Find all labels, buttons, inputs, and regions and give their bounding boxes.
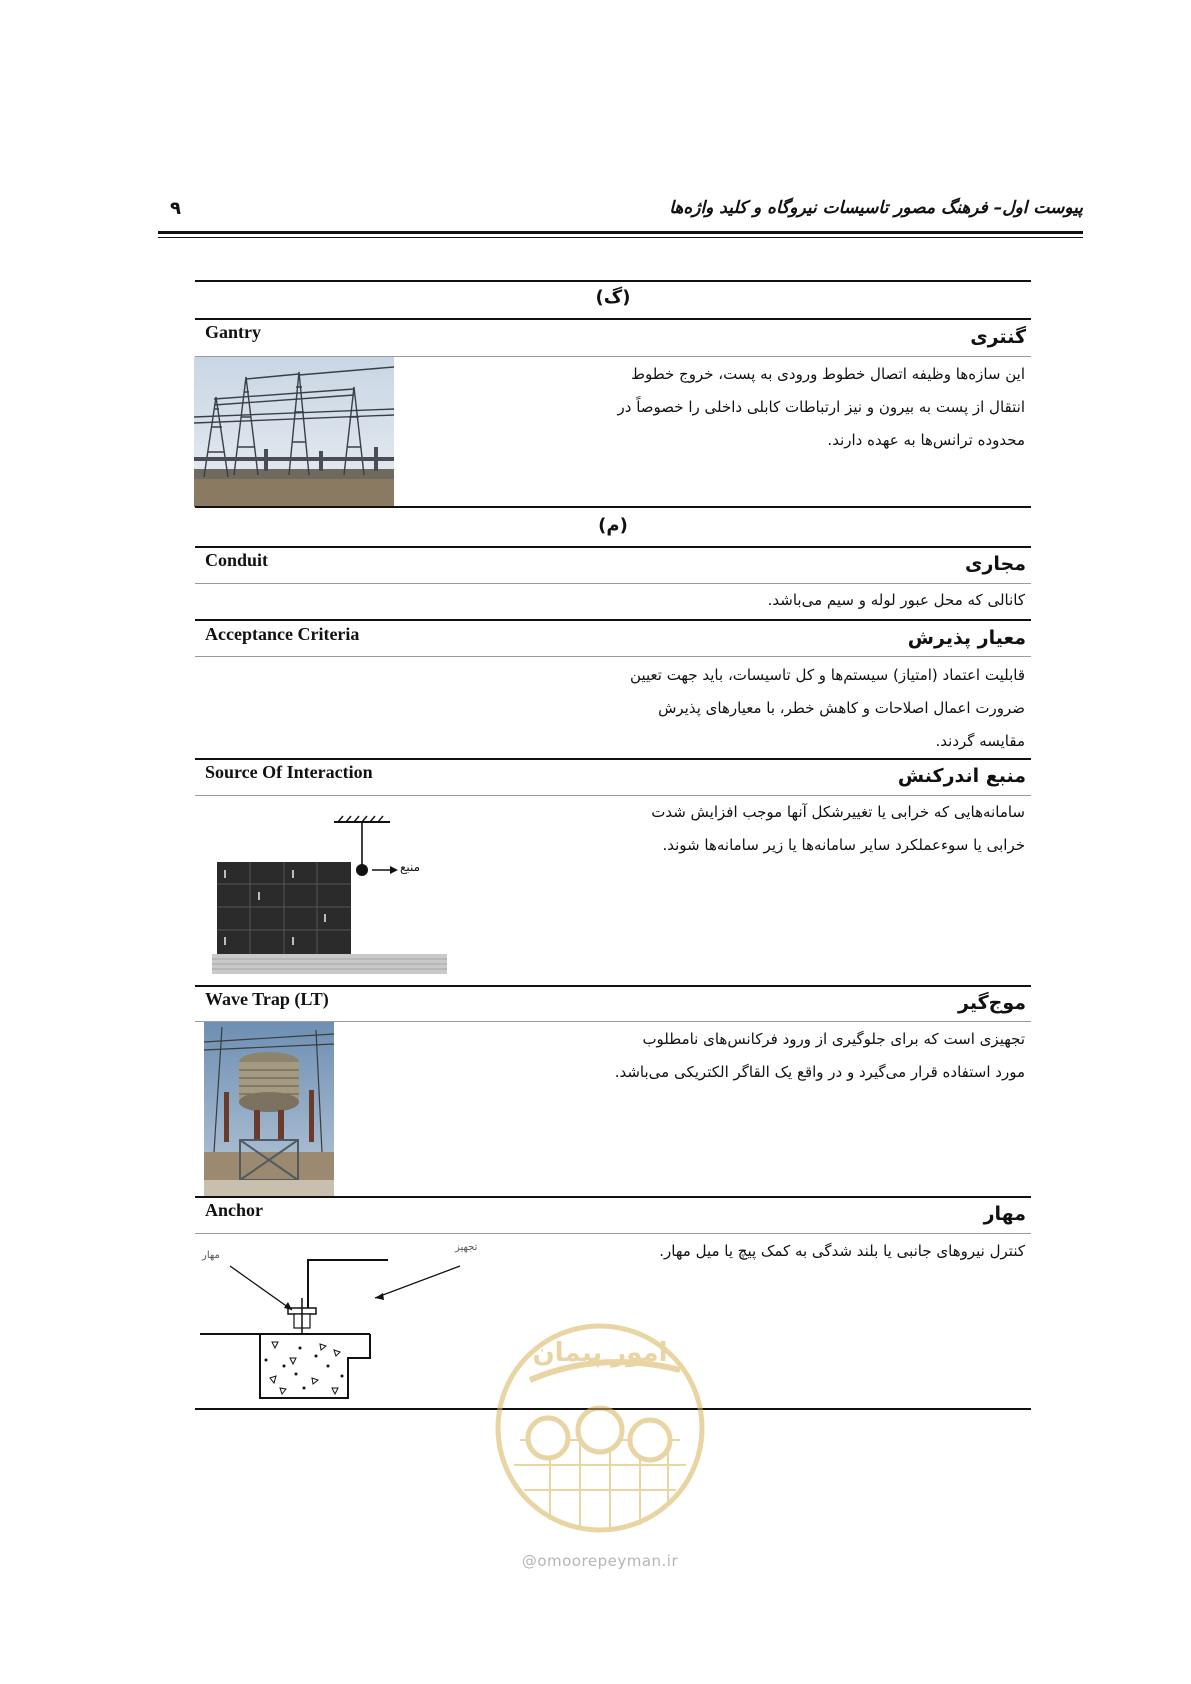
term-en-source-of-interaction: Source Of Interaction xyxy=(205,762,373,782)
watermark-brand: امور پیمان xyxy=(532,1338,668,1368)
term-en-anchor: Anchor xyxy=(205,1200,263,1220)
description-line: مورد استفاده قرار می‌گیرد و در واقع یک القاگر الکتریکی می‌باشد. xyxy=(614,1063,1025,1081)
anchor-figure xyxy=(200,1238,500,1408)
wave-trap-photo xyxy=(204,1022,334,1196)
figure-label-anchor: مهار xyxy=(202,1250,220,1261)
term-en-gantry: Gantry xyxy=(205,322,261,342)
entry-rule xyxy=(195,1233,1031,1234)
description-line: سامانه‌هایی که خرابی یا تغییرشکل آنها موجب افزایش شدت xyxy=(651,803,1025,821)
description-acceptance-criteria xyxy=(597,659,1025,758)
term-fa-acceptance-criteria: معیار پذیرش xyxy=(907,627,1026,649)
description-line: محدوده ترانس‌ها به عهده دارند. xyxy=(827,431,1025,449)
description-line: انتقال از پست به بیرون و نیز ارتباطات کابلی داخلی را خصوصاً در xyxy=(617,398,1025,416)
description-conduit xyxy=(597,584,1025,617)
section-letter-mim: (م) xyxy=(598,515,628,536)
entry-top-rule xyxy=(195,985,1031,987)
description-line: کانالی که محل عبور لوله و سیم می‌باشد. xyxy=(767,591,1025,609)
section-rule xyxy=(195,546,1031,548)
term-fa-conduit: مجاری xyxy=(965,553,1026,575)
section-letter-gaf: (گ) xyxy=(595,287,631,308)
description-line: کنترل نیروهای جانبی یا بلند شدگی به کمک پیچ یا میل مهار. xyxy=(659,1242,1025,1260)
entry-rule xyxy=(195,656,1031,657)
description-gantry xyxy=(597,358,1025,457)
term-en-conduit: Conduit xyxy=(205,550,269,570)
description-line: این سازه‌ها وظیفه اتصال خطوط ورودی به پست، خروج خطوط xyxy=(631,365,1025,383)
entry-top-rule xyxy=(195,1196,1031,1198)
term-fa-wave-trap: موج‌گیر xyxy=(958,992,1026,1014)
entry-top-rule xyxy=(195,619,1031,621)
page-number: ۹ xyxy=(170,198,181,219)
entry-top-rule xyxy=(195,758,1031,760)
description-line: تجهیزی است که برای جلوگیری از ورود فرکانس‌های نامطلوب xyxy=(642,1030,1025,1048)
header-rule-thin xyxy=(158,237,1083,238)
description-line: قابلیت اعتماد (امتیاز) سیستم‌ها و کل تاسیسات، باید جهت تعیین xyxy=(630,666,1025,684)
running-title: پیوست اول– فرهنگ مصور تاسیسات نیروگاه و کلید واژه‌ها xyxy=(669,198,1083,218)
gantry-photo xyxy=(194,357,394,507)
description-line: ضرورت اعمال اصلاحات و کاهش خطر، با معیارهای پذیرش xyxy=(658,699,1025,717)
section-rule xyxy=(195,506,1031,508)
description-line: مقایسه گردند. xyxy=(935,732,1025,750)
watermark-url: @omoorepeyman.ir xyxy=(521,1552,679,1570)
term-fa-anchor: مهار xyxy=(983,1203,1026,1225)
term-fa-source-of-interaction: منبع اندرکنش xyxy=(897,765,1026,787)
source-of-interaction-figure xyxy=(212,812,452,978)
description-source-of-interaction xyxy=(597,796,1025,862)
figure-label-equipment: تجهیز xyxy=(455,1242,478,1253)
section-rule xyxy=(195,318,1031,320)
term-en-wave-trap: Wave Trap (LT) xyxy=(205,989,329,1009)
table-top-rule xyxy=(195,280,1031,282)
header-rule xyxy=(158,231,1083,234)
description-wave-trap xyxy=(597,1023,1025,1089)
watermark-seal xyxy=(490,1310,710,1570)
term-en-acceptance-criteria: Acceptance Criteria xyxy=(205,624,360,644)
description-anchor xyxy=(597,1235,1025,1268)
term-fa-gantry: گنتری xyxy=(970,326,1026,348)
figure-label-source: منبع xyxy=(400,860,421,874)
description-line: خرابی یا سوءعملکرد سایر سامانه‌ها یا زیر سامانه‌ها شوند. xyxy=(662,836,1025,854)
